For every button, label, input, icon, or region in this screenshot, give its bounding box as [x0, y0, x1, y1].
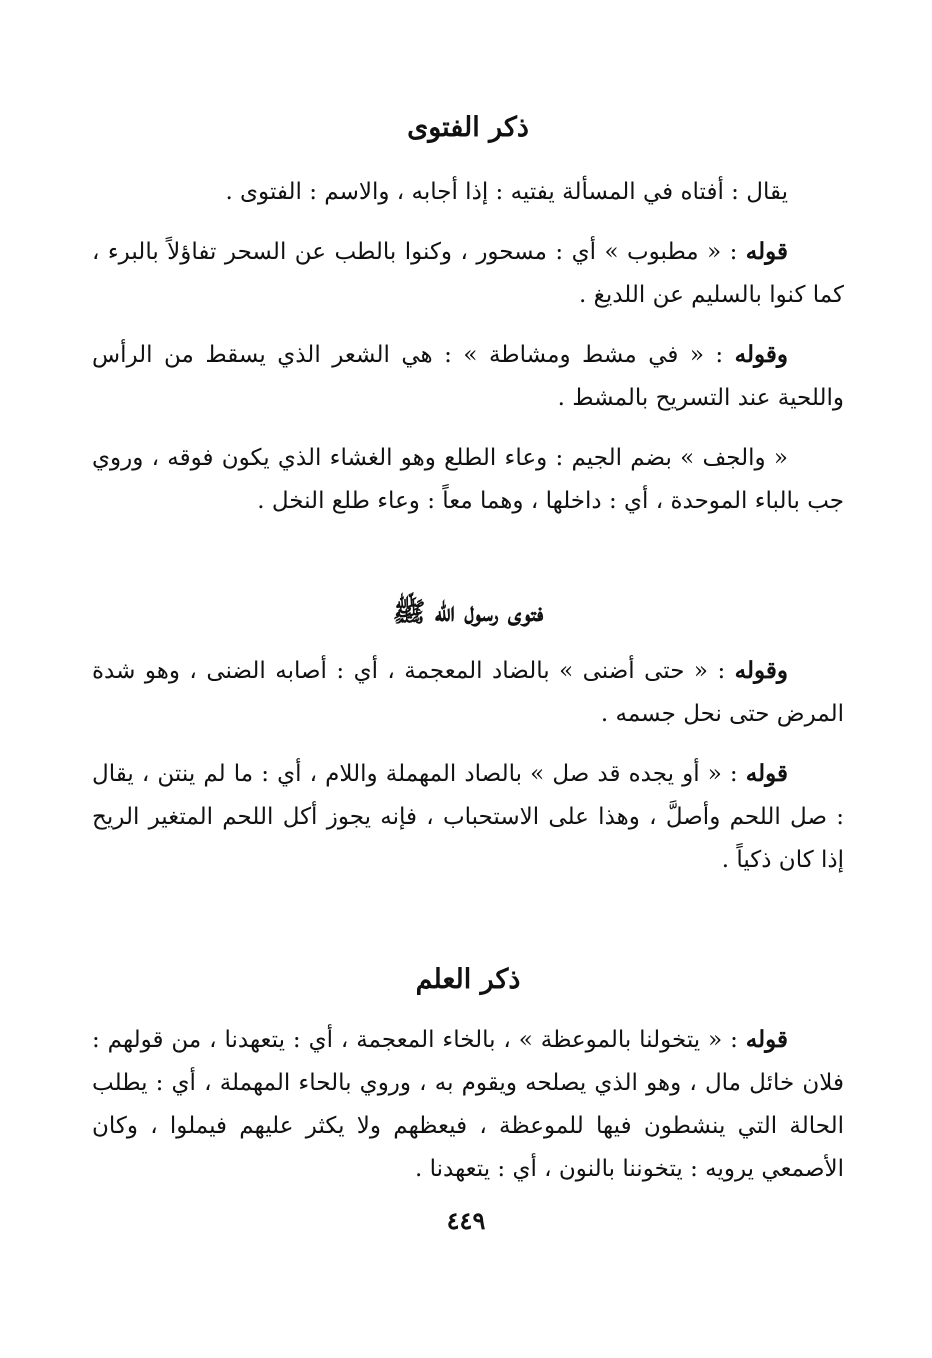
paragraph-text: : « حتى أضنى » بالضاد المعجمة ، أي : أصابه الضنى ، وهو شدة المرض حتى نحل جسمه . [92, 658, 844, 727]
paragraph [92, 170, 844, 214]
paragraph [92, 752, 844, 882]
paragraph [92, 333, 844, 420]
paragraph-text: « والجف » بضم الجيم : وعاء الطلع وهو الغشاء الذي يكون فوقه ، وروي جب بالباء الموحدة ، أي : داخلها ، وهما معاً : وعاء طلع النخل . [92, 445, 844, 514]
paragraph-text: : « مطبوب » أي : مسحور ، وكنوا بالطب عن السحر تفاؤلاً بالبرء ، كما كنوا بالسليم عن اللديغ . [92, 239, 844, 308]
paragraph [92, 649, 844, 736]
paragraph [92, 1018, 844, 1191]
paragraph [92, 230, 844, 317]
paragraph-lead: وقوله [734, 657, 788, 684]
page-number: ٤٤٩ [446, 1206, 486, 1235]
paragraph-text: : « يتخولنا بالموعظة » ، بالخاء المعجمة ، أي : يتعهدنا ، من قولهم : فلان خائل مال ، وهو الذي يصلحه ويقوم به ، وروي بالحاء المهملة ، أي : يطلب الحالة التي ينشطون فيها للموعظة ، فيعظهم ولا يكثر عليهم فيملوا ، وكان الأصمعي يرويه : يتخوننا بالنون ، أي : يتعهدنا . [92, 1027, 844, 1182]
paragraph-lead: وقوله [734, 341, 788, 368]
paragraph [92, 436, 844, 523]
paragraph-text: يقال : أفتاه في المسألة يفتيه : إذا أجابه ، والاسم : الفتوى . [225, 179, 788, 205]
paragraph-text: : « في مشط ومشاطة » : هي الشعر الذي يسقط من الرأس واللحية عند التسريح بالمشط . [92, 342, 844, 411]
page-body [92, 100, 844, 1207]
section-title-knowledge: ذكر العلم [415, 964, 521, 995]
paragraph-lead: قوله [745, 1026, 788, 1053]
section-title-prophet-fatwa: فتوى رسول الله ﷺ [392, 597, 544, 628]
paragraph-lead: قوله [745, 760, 788, 787]
paragraph-lead: قوله [745, 238, 788, 265]
section-title-fatwa: ذكر الفتوى [407, 112, 529, 143]
paragraph-text: : « أو يجده قد صل » بالصاد المهملة واللام ، أي : ما لم ينتن ، يقال : صل اللحم وأصلَّ ، وهذا على الاستحباب ، فإنه يجوز أكل اللحم المتغير الريح إذا كان ذكياً . [92, 761, 844, 873]
